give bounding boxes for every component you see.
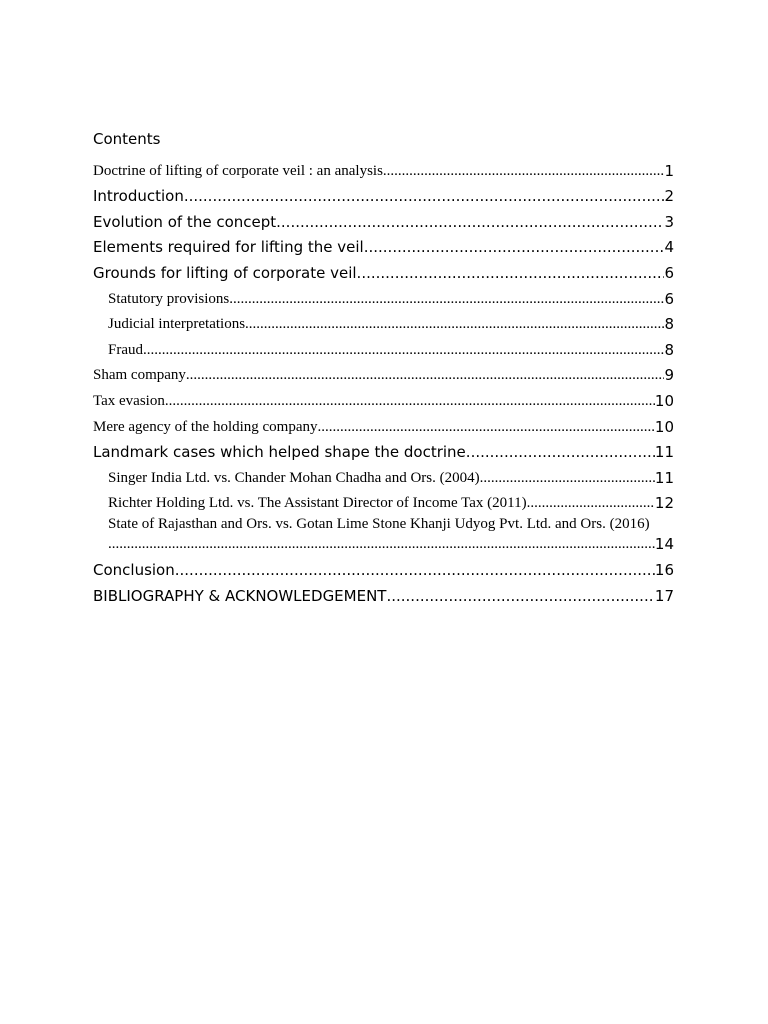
- toc-entry-label: Evolution of the concept: [93, 212, 277, 231]
- toc-entry-label: Singer India Ltd. vs. Chander Mohan Chadha and Ors. (2004): [108, 469, 480, 486]
- dot-leader: [143, 342, 664, 361]
- toc-entry-singer-india[interactable]: [93, 463, 674, 489]
- toc-entry-page: 10: [654, 391, 674, 410]
- dot-leader: [245, 316, 664, 335]
- dot-leader: [165, 393, 655, 412]
- dot-leader: [276, 213, 664, 233]
- toc-entry-richter-holding[interactable]: [93, 489, 674, 515]
- toc-entry-tax-evasion[interactable]: [93, 386, 674, 412]
- toc-entry-statutory-provisions[interactable]: [93, 284, 674, 310]
- toc-entry-page: 12: [654, 494, 674, 513]
- toc-entry-continuation: [108, 535, 674, 555]
- dot-leader: [318, 419, 655, 438]
- dot-leader: [480, 470, 655, 489]
- toc-entry-conclusion[interactable]: [93, 555, 674, 581]
- toc-entry-page: 2: [664, 187, 674, 206]
- toc-entry-sham-company[interactable]: [93, 361, 674, 387]
- toc-entry-label: Landmark cases which helped shape the doctrine: [93, 443, 466, 462]
- toc-entry-judicial-interpretations[interactable]: [93, 310, 674, 336]
- toc-entry-page: 17: [654, 586, 674, 605]
- toc-entry-landmark-cases[interactable]: [93, 438, 674, 464]
- toc-entry-label: Fraud: [108, 341, 143, 358]
- toc-entry-state-of-rajasthan[interactable]: [93, 514, 674, 555]
- toc-entry-page: 1: [664, 161, 674, 180]
- toc-entry-page: 14: [654, 535, 674, 554]
- toc-entry-label: Elements required for lifting the veil: [93, 238, 364, 257]
- toc-entry-fraud[interactable]: [93, 335, 674, 361]
- toc-entry-page: 6: [664, 263, 674, 282]
- toc-entry-label: Judicial interpretations: [108, 316, 246, 333]
- toc-entry-label: Statutory provisions: [108, 290, 230, 307]
- toc-entry-page: 9: [664, 366, 674, 385]
- toc-entry-bibliography[interactable]: [93, 581, 674, 607]
- dot-leader: [184, 187, 665, 207]
- toc-entry-label: Tax evasion: [93, 392, 165, 409]
- toc-entry-label: Grounds for lifting of corporate veil: [93, 263, 357, 282]
- toc-entry-grounds[interactable]: [93, 258, 674, 284]
- dot-leader: [364, 238, 665, 258]
- toc-entry-label: Mere agency of the holding company: [93, 418, 318, 435]
- dot-leader: [357, 264, 665, 284]
- toc-entry-label: State of Rajasthan and Ors. vs. Gotan Lime Stone Khanji Udyog Pvt. Ltd. and Ors. (2016): [108, 516, 650, 533]
- toc-entry-introduction[interactable]: [93, 182, 674, 208]
- toc-entry-mere-agency[interactable]: [93, 412, 674, 438]
- toc-entry-label: Introduction: [93, 187, 184, 206]
- dot-leader: [466, 443, 655, 463]
- toc-entry-label: Doctrine of lifting of corporate veil : an analysis: [93, 162, 383, 179]
- toc-entry-page: 11: [654, 443, 674, 462]
- toc-entry-elements[interactable]: [93, 233, 674, 259]
- dot-leader: [229, 291, 664, 310]
- toc-entry-page: 8: [664, 340, 674, 359]
- toc-entry-page: 6: [664, 289, 674, 308]
- toc-entry-label: BIBLIOGRAPHY & ACKNOWLEDGEMENT: [93, 586, 387, 605]
- dot-leader: [386, 587, 654, 607]
- toc-entry-evolution[interactable]: [93, 207, 674, 233]
- toc-entry-label: Conclusion: [93, 560, 175, 579]
- dot-leader: [108, 536, 655, 555]
- toc-entry-label: Richter Holding Ltd. vs. The Assistant Director of Income Tax (2011): [108, 495, 527, 512]
- toc-entry-page: 11: [654, 468, 674, 487]
- toc-heading: Contents: [93, 130, 161, 148]
- toc-entry-page: 8: [664, 315, 674, 334]
- dot-leader: [383, 163, 665, 182]
- toc-entry-doctrine[interactable]: [93, 156, 674, 182]
- dot-leader: [527, 495, 655, 514]
- dot-leader: [186, 367, 665, 386]
- toc-entry-page: 4: [664, 238, 674, 257]
- toc-entry-label: Sham company: [93, 367, 186, 384]
- toc-entry-page: 10: [654, 417, 674, 436]
- table-of-contents: [93, 128, 674, 607]
- toc-entry-page: 3: [664, 212, 674, 231]
- toc-entry-page: 16: [654, 560, 674, 579]
- dot-leader: [175, 561, 655, 581]
